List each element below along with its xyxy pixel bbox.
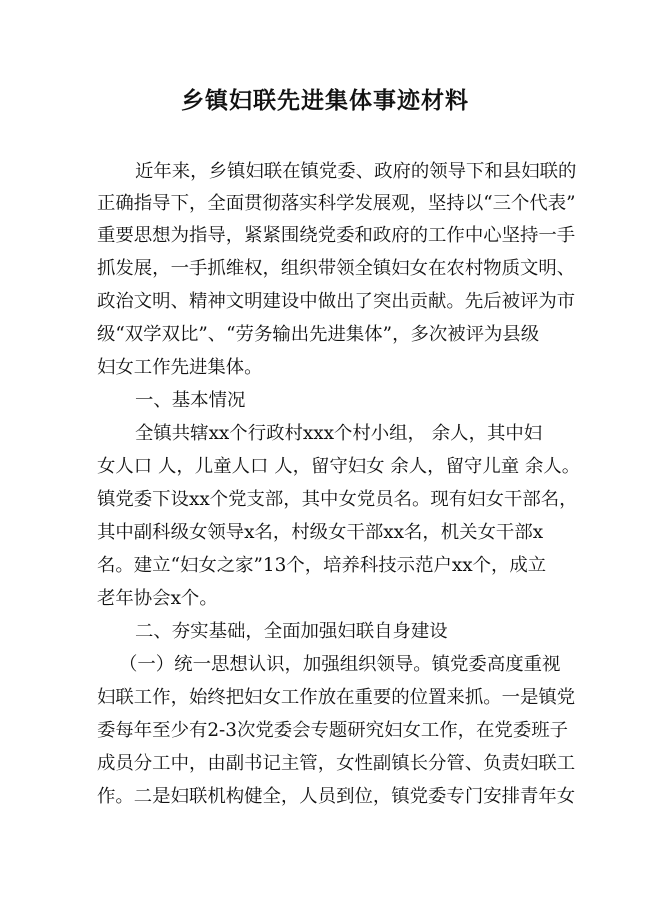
subsection-heading: （一）统一思想认识，加强组织领导。镇党委高度重视 xyxy=(119,654,561,675)
paragraph-line: 妇女工作先进集体。 xyxy=(97,357,263,378)
paragraph-line: 全镇共辖xx个行政村xxx个村小组， 余人，其中妇 xyxy=(135,423,543,444)
paragraph-line: 重要思想为指导，紧紧围绕党委和政府的工作中心坚持一手 xyxy=(97,225,576,246)
paragraph-line: 名。建立“妇女之家”13个，培养科技示范户xx个，成立 xyxy=(97,555,547,576)
paragraph-line: 女人口 人，儿童人口 人，留守妇女 余人，留守儿童 余人。 xyxy=(97,456,581,477)
paragraph-line: 妇联工作，始终把妇女工作放在重要的位置来抓。一是镇党 xyxy=(97,687,576,708)
paragraph-line: 镇党委下设xx个党支部，其中女党员名。现有妇女干部名， xyxy=(97,489,578,510)
paragraph-line: 委每年至少有2-3次党委会专题研究妇女工作，在党委班子 xyxy=(97,720,568,741)
paragraph-line: 作。二是妇联机构健全，人员到位，镇党委专门安排青年女 xyxy=(97,786,576,807)
paragraph-line: 正确指导下，全面贯彻落实科学发展观，坚持以“三个代表” xyxy=(97,193,576,214)
paragraph-line: 成员分工中，由副书记主管，女性副镇长分管、负责妇联工 xyxy=(97,753,576,774)
paragraph-line: 级“双学双比”、“劳务输出先进集体”，多次被评为县级 xyxy=(97,324,540,345)
paragraph-line: 其中副科级女领导x名，村级女干部xx名，机关女干部x xyxy=(97,522,544,543)
paragraph-line: 近年来，乡镇妇联在镇党委、政府的领导下和县妇联的 xyxy=(135,161,577,182)
paragraph-line: 抓发展，一手抓维权，组织带领全镇妇女在农村物质文明、 xyxy=(97,258,576,279)
paragraph-line: 政治文明、精神文明建设中做出了突出贡献。先后被评为市 xyxy=(97,291,576,312)
section-heading: 二、夯实基础，全面加强妇联自身建设 xyxy=(135,621,448,642)
document-title: 乡镇妇联先进集体事迹材料 xyxy=(181,87,469,114)
paragraph-line: 老年协会x个。 xyxy=(97,588,218,609)
section-heading: 一、基本情况 xyxy=(135,390,246,411)
